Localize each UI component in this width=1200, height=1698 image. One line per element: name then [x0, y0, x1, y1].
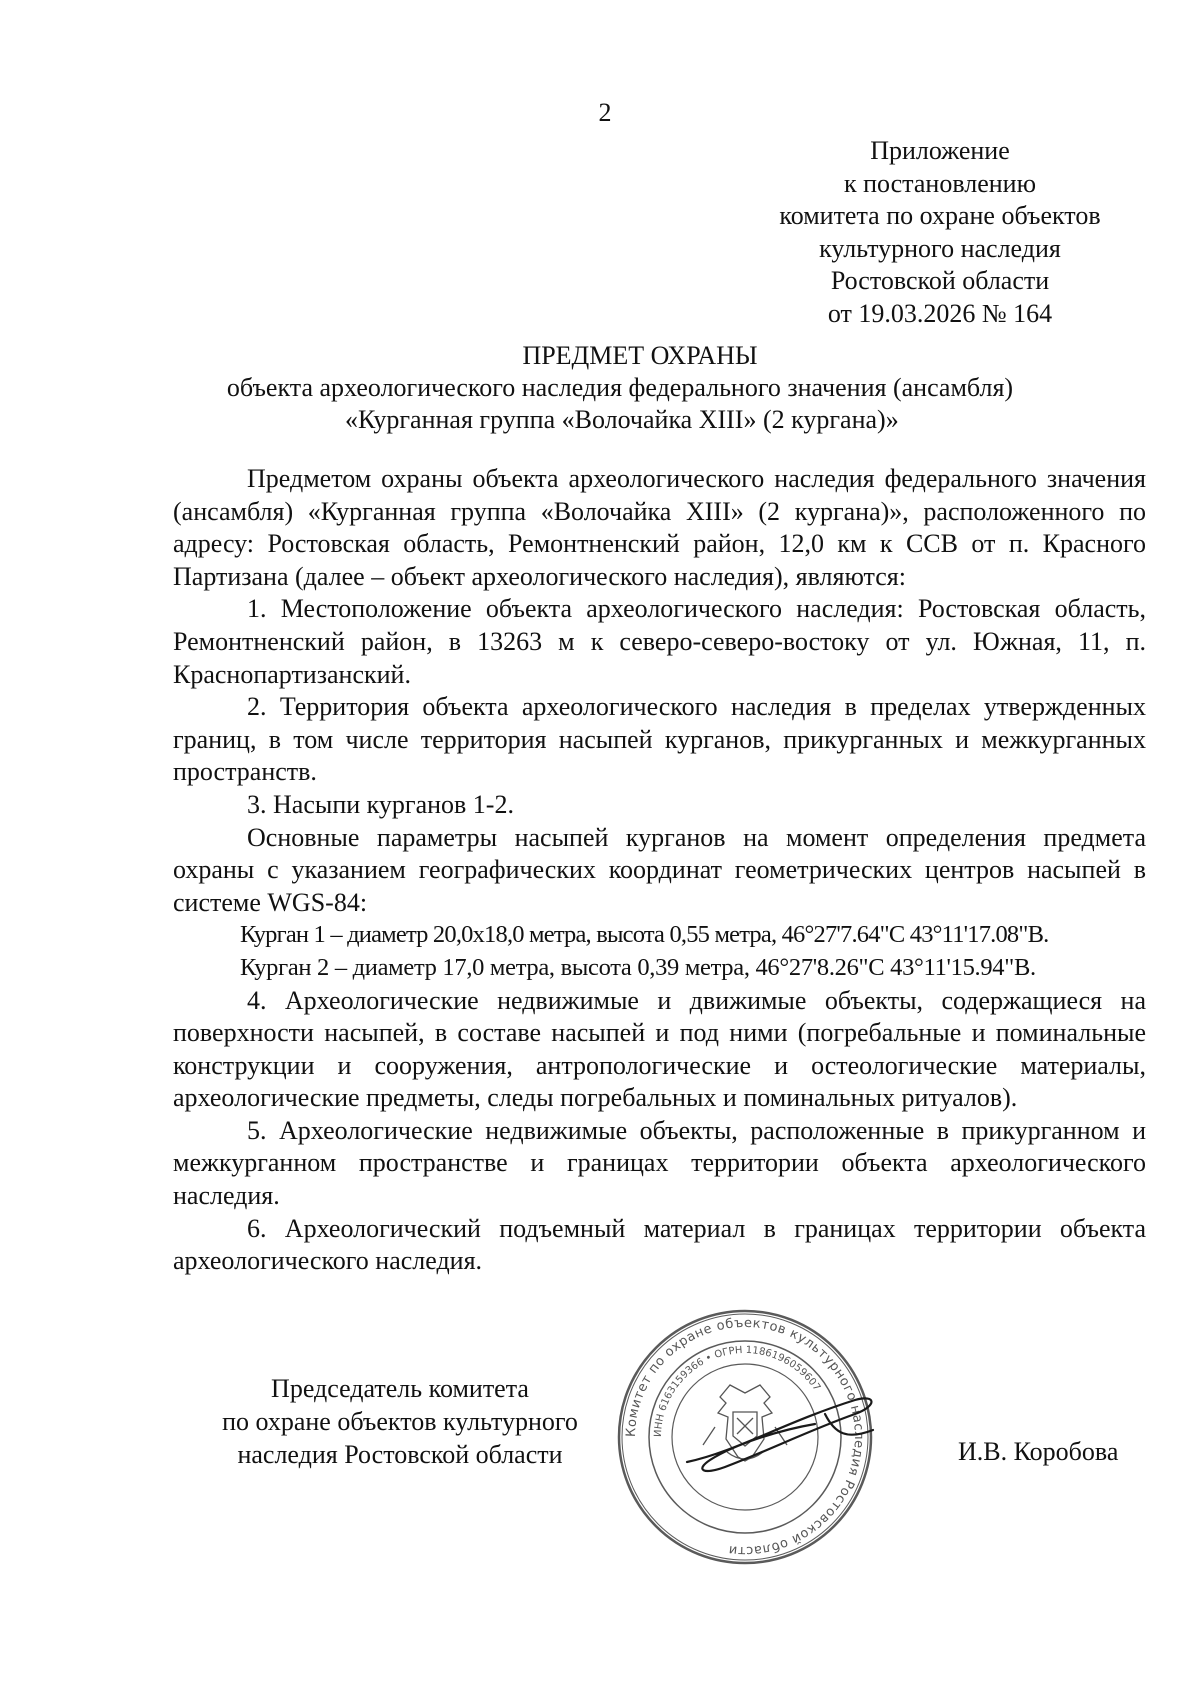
- appendix-line: комитета по охране объектов: [779, 201, 1101, 230]
- appendix-line: Приложение: [870, 136, 1010, 165]
- item-mounds: 3. Насыпи курганов 1-2.: [247, 789, 514, 819]
- intro-paragraph: Предметом охраны объекта археологического наследия федерального значения (ансамбля) «Курганная группа «Волочайка XIII» (2 кургана)», расположенного по адресу: Ростовская область, Ремонтненский район, 12,0 км к ССВ от п. Красного Партизана (далее – объект археологического наследия), являются:: [173, 464, 1146, 591]
- document-body: [173, 463, 1146, 1278]
- coat-of-arms-icon: [703, 1385, 787, 1461]
- kurgan-1-line: Курган 1 – диаметр 20,0х18,0 метра, высота 0,55 метра, 46°27'7.64"С 43°11'17.08"В.: [240, 921, 1049, 949]
- title-heading: ПРЕДМЕТ ОХРАНЫ: [522, 341, 758, 370]
- appendix-header: [740, 135, 1140, 330]
- title-object-name: «Курганная группа «Волочайка XIII» (2 кургана)»: [345, 405, 899, 434]
- seal-inner-text: ИНН 6163159366 • ОГРН 1186196059607: [652, 1344, 823, 1438]
- item-surface-material: 6. Археологический подъемный материал в границах территории объекта археологического наследия.: [173, 1213, 1146, 1276]
- appendix-line: культурного наследия: [819, 233, 1061, 263]
- page-number: 2: [598, 98, 612, 127]
- item-archaeological-objects: 4. Археологические недвижимые и движимые объекты, содержащиеся на поверхности насыпей, в составе насыпей и под ними (погребальные и поминальные конструкции и сооружения, антропологические и остеологические материалы, археологические предметы, следы погребальных и поминальных ритуалов).: [173, 985, 1146, 1113]
- item-location: 1. Местоположение объекта археологического наследия: Ростовская область, Ремонтненский район, в 13263 м к северо-северо-востоку от ул. Южная, 11, п. Краснопартизанский.: [173, 594, 1146, 689]
- title-subheading: объекта археологического наследия федерального значения (ансамбля): [226, 373, 1014, 402]
- document-title: [180, 340, 1060, 436]
- signatory-position: [190, 1372, 610, 1471]
- seal-outer-text: Комитет по охране объектов культурного наследия Ростовской области: [623, 1315, 867, 1559]
- position-line: наследия Ростовской области: [237, 1440, 563, 1469]
- item-immovable-objects: 5. Археологические недвижимые объекты, расположенные в прикурганном и межкурганном пространстве и границах территории объекта археологического наследия.: [173, 1115, 1146, 1211]
- official-seal: [615, 1302, 875, 1572]
- appendix-line: Ростовской области: [830, 266, 1050, 295]
- kurgan-2-line: Курган 2 – диаметр 17,0 метра, высота 0,39 метра, 46°27'8.26"С 43°11'15.94"В.: [240, 953, 1036, 981]
- parameters-paragraph: Основные параметры насыпей курганов на момент определения предмета охраны с указанием географических координат геометрических центров насыпей в системе WGS-84:: [173, 822, 1146, 917]
- position-line: Председатель комитета: [271, 1374, 529, 1403]
- signatory-name: И.В. Коробова: [958, 1437, 1119, 1466]
- appendix-line: к постановлению: [843, 168, 1037, 198]
- position-line: по охране объектов культурного: [222, 1407, 578, 1436]
- appendix-line: от 19.03.2026 № 164: [827, 298, 1053, 328]
- item-territory: 2. Территория объекта археологического наследия в пределах утвержденных границ, в том числе территория насыпей курганов, прикурганных и межкурганных пространств.: [173, 692, 1146, 787]
